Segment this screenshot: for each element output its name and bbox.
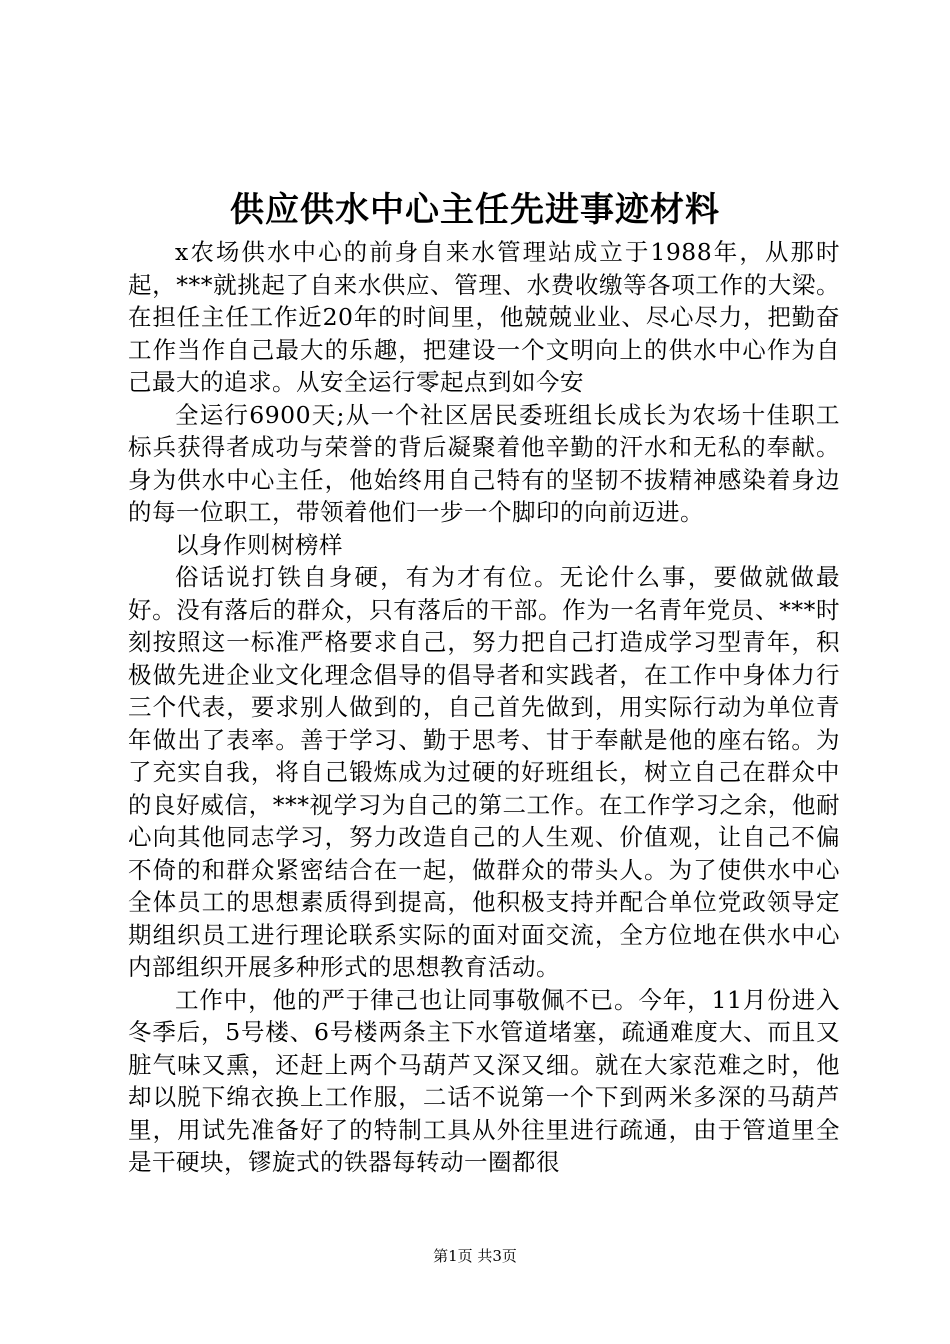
document-title: 供应供水中心主任先进事迹材料	[230, 190, 720, 230]
document-body	[128, 236, 840, 1179]
paragraph-intro: x农场供水中心的前身自来水管理站成立于1988年，从那时起，***就挑起了自来水供应、管理、水费收缴等各项工作的大梁。在担任主任工作近20年的时间里，他兢兢业业、尽心尽力，把勤奋工作当作自己最大的乐趣，把建设一个文明向上的供水中心作为自己最大的追求。从安全运行零起点到如今安	[128, 238, 840, 396]
page-footer: 第1页 共3页	[433, 1247, 517, 1265]
paragraph-work-example: 工作中，他的严于律己也让同事敬佩不已。今年，11月份进入冬季后，5号楼、6号楼两条主下水管道堵塞，疏通难度大、而且又脏气味又熏，还赶上两个马葫芦又深又细。就在大家范难之时，他却以脱下绵衣换上工作服，二话不说第一个下到两米多深的马葫芦里，用试先准备好了的特制工具从外往里进行疏通，由于管道里全是干硬块，镠旋式的铁器每转动一圈都很	[128, 985, 840, 1176]
paragraph-learning: 俗话说打铁自身硬，有为才有位。无论什么事，要做就做最好。没有落后的群众，只有落后的干部。作为一名青年党员、***时刻按照这一标准严格要求自己，努力把自己打造成学习型青年，积极做先进企业文化理念倡导的倡导者和实践者，在工作中身体力行三个代表，要求别人做到的，自己首先做到，用实际行动为单位青年做出了表率。善于学习、勤于思考、甘于奉献是他的座右铭。为了充实自我，将自己锻炼成为过硬的好班组长，树立自己在群众中的良好威信，***视学习为自己的第二工作。在工作学习之余，他耐心向其他同志学习，努力改造自己的人生观、价值观，让自己不偏不倚的和群众紧密结合在一起，做群众的带头人。为了使供水中心全体员工的思想素质得到提高，他积极支持并配合单位党政领导定期组织员工进行理论联系实际的面对面交流，全方位地在供水中心内部组织开展多种形式的思想教育活动。	[128, 563, 840, 981]
paragraph-achievements: 全运行6900天;从一个社区居民委班组长成长为农场十佳职工标兵获得者成功与荣誉的背后凝聚着他辛勤的汗水和无私的奉献。身为供水中心主任，他始终用自己特有的坚韧不拔精神感染着身边的每一位职工，带领着他们一步一个脚印的向前迈进。	[128, 400, 840, 526]
section-heading: 以身作则树榜样	[175, 530, 343, 559]
